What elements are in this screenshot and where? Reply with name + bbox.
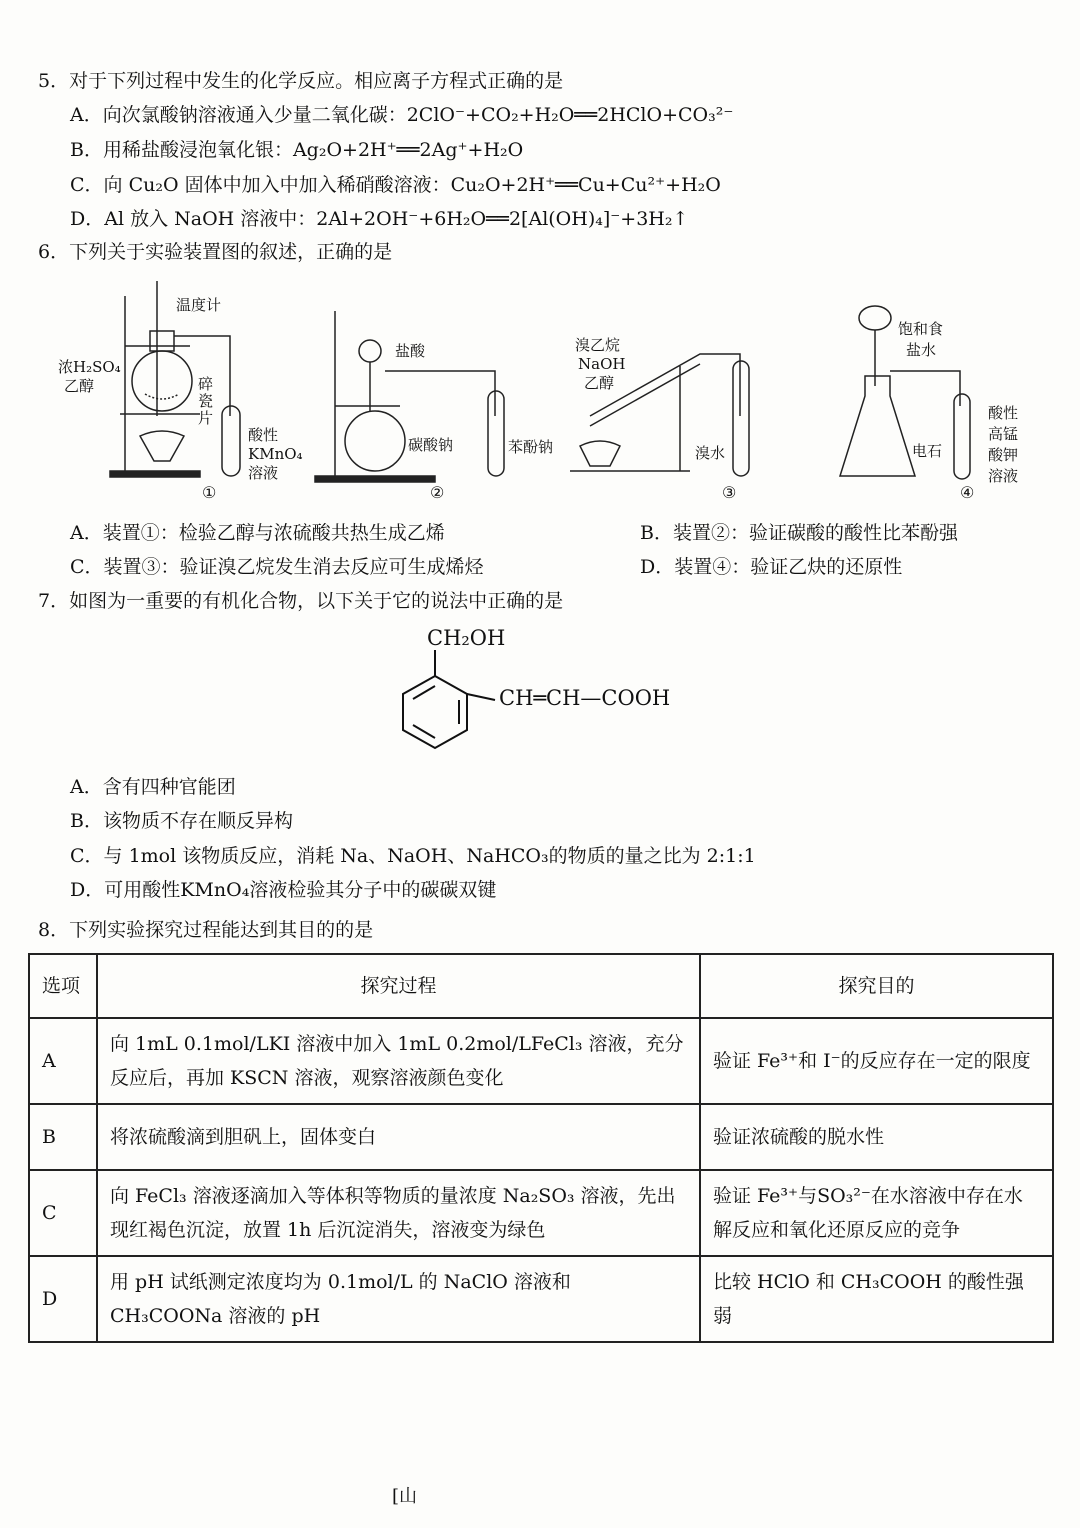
header-option: 选项	[29, 954, 97, 1018]
label-saturated-brine-2: 盐水	[906, 341, 937, 359]
q6-option-d: D．装置④：验证乙炔的还原性	[640, 556, 903, 578]
header-purpose: 探究目的	[700, 954, 1053, 1018]
label-sodium-carbonate: 碳酸钠	[408, 436, 454, 454]
q5-option-c: C．向 Cu₂O 固体中加入中加入稀硝酸溶液：Cu₂O+2H⁺══Cu+Cu²⁺+H₂O	[70, 174, 721, 196]
label-naoh: NaOH	[578, 355, 626, 373]
label-kmno4-1: 酸性	[988, 404, 1019, 422]
q5-stem: 5．对于下列过程中发生的化学反应。相应离子方程式正确的是	[38, 70, 564, 92]
label-calcium-carbide: 电石	[912, 442, 943, 460]
row-purpose: 验证浓硫酸的脱水性	[700, 1104, 1053, 1170]
side-chain: CH═CH—COOH	[499, 686, 671, 710]
apparatus-2	[310, 276, 554, 506]
table-row	[29, 1170, 1053, 1256]
label-h2so4: 浓H₂SO₄	[58, 358, 121, 376]
q7-option-d: D．可用酸性KMnO₄溶液检验其分子中的碳碳双键	[70, 879, 497, 901]
row-option: A	[29, 1018, 97, 1104]
q5-option-d: D．Al 放入 NaOH 溶液中：2Al+2OH⁻+6H₂O══2[Al(OH)₄]⁻+3H₂↑	[70, 208, 689, 230]
row-option: B	[29, 1104, 97, 1170]
row-process: 用 pH 试纸测定浓度均为 0.1mol/L 的 NaClO 溶液和 CH₃COONa 溶液的 pH	[97, 1256, 700, 1342]
header-process: 探究过程	[97, 954, 700, 1018]
label-ethanol: 乙醇	[64, 377, 95, 395]
q5-option-b: B．用稀盐酸浸泡氧化银：Ag₂O+2H⁺══2Ag⁺+H₂O	[70, 139, 524, 161]
label-sodium-phenoxide: 苯酚钠	[508, 438, 554, 456]
table-row	[29, 1018, 1053, 1104]
q6-option-a: A．装置①：检验乙醇与浓硫酸共热生成乙烯	[70, 522, 445, 544]
apparatus-4	[820, 276, 1040, 506]
q6-option-c: C．装置③：验证溴乙烷发生消去反应可生成烯烃	[70, 556, 484, 578]
structural-formula	[395, 622, 695, 772]
q7-option-c: C．与 1mol 该物质反应，消耗 Na、NaOH、NaHCO₃的物质的量之比为 2:1:1	[70, 845, 756, 867]
label-kmno4-4: 溶液	[988, 467, 1019, 485]
label-hydrochloric-acid: 盐酸	[395, 342, 426, 360]
q5-option-a: A．向次氯酸钠溶液通入少量二氧化碳：2ClO⁻+CO₂+H₂O══2HClO+CO₃²⁻	[70, 104, 734, 126]
table-header-row	[29, 954, 1053, 1018]
figure-number-2: ②	[430, 483, 445, 502]
label-kmno4-3: 酸钾	[988, 446, 1019, 464]
row-process: 将浓硫酸滴到胆矾上，固体变白	[97, 1104, 700, 1170]
q8-stem: 8．下列实验探究过程能达到其目的的是	[38, 919, 374, 941]
table-row	[29, 1104, 1053, 1170]
figure-number-1: ①	[202, 483, 217, 502]
row-process: 向 1mL 0.1mol/LKI 溶液中加入 1mL 0.2mol/LFeCl₃ 溶液，充分反应后，再加 KSCN 溶液，观察溶液颜色变化	[97, 1018, 700, 1104]
row-process: 向 FeCl₃ 溶液逐滴加入等体积等物质的量浓度 Na₂SO₃ 溶液，先出现红褐色沉淀，放置 1h 后沉淀消失，溶液变为绿色	[97, 1170, 700, 1256]
label-ethanol-3: 乙醇	[584, 374, 615, 392]
q7-option-b: B．该物质不存在顺反异构	[70, 810, 293, 832]
figure-number-4: ④	[960, 483, 975, 502]
page-footer: [山	[392, 1486, 418, 1507]
q6-stem: 6．下列关于实验装置图的叙述，正确的是	[38, 241, 393, 263]
apparatus-1	[50, 276, 320, 506]
label-porcelain-chips: 碎 瓷 片	[198, 375, 214, 427]
label-bromine-water: 溴水	[695, 444, 726, 462]
row-purpose: 验证 Fe³⁺与SO₃²⁻在水溶液中存在水解反应和氧化还原反应的竞争	[700, 1170, 1053, 1256]
row-purpose: 比较 HClO 和 CH₃COOH 的酸性强弱	[700, 1256, 1053, 1342]
row-purpose: 验证 Fe³⁺和 I⁻的反应存在一定的限度	[700, 1018, 1053, 1104]
apparatus-3	[550, 276, 790, 506]
apparatus-figures	[40, 276, 1040, 506]
q6-option-b: B．装置②：验证碳酸的酸性比苯酚强	[640, 522, 958, 544]
label-tube1-line3: 溶液	[248, 464, 279, 482]
experiment-table	[28, 953, 1054, 1343]
q7-stem: 7．如图为一重要的有机化合物，以下关于它的说法中正确的是	[38, 590, 564, 612]
q7-option-a: A．含有四种官能团	[70, 776, 236, 798]
label-bromoethane: 溴乙烷	[575, 336, 621, 354]
row-option: C	[29, 1170, 97, 1256]
label-thermometer: 温度计	[176, 296, 222, 314]
label-tube1-line2: KMnO₄	[248, 445, 303, 463]
label-saturated-brine-1: 饱和食	[898, 320, 944, 338]
ch2oh-group: CH₂OH	[427, 626, 506, 650]
row-option: D	[29, 1256, 97, 1342]
figure-number-3: ③	[722, 483, 737, 502]
label-kmno4-2: 高锰	[988, 425, 1019, 443]
table-row	[29, 1256, 1053, 1342]
label-tube1-line1: 酸性	[248, 426, 279, 444]
